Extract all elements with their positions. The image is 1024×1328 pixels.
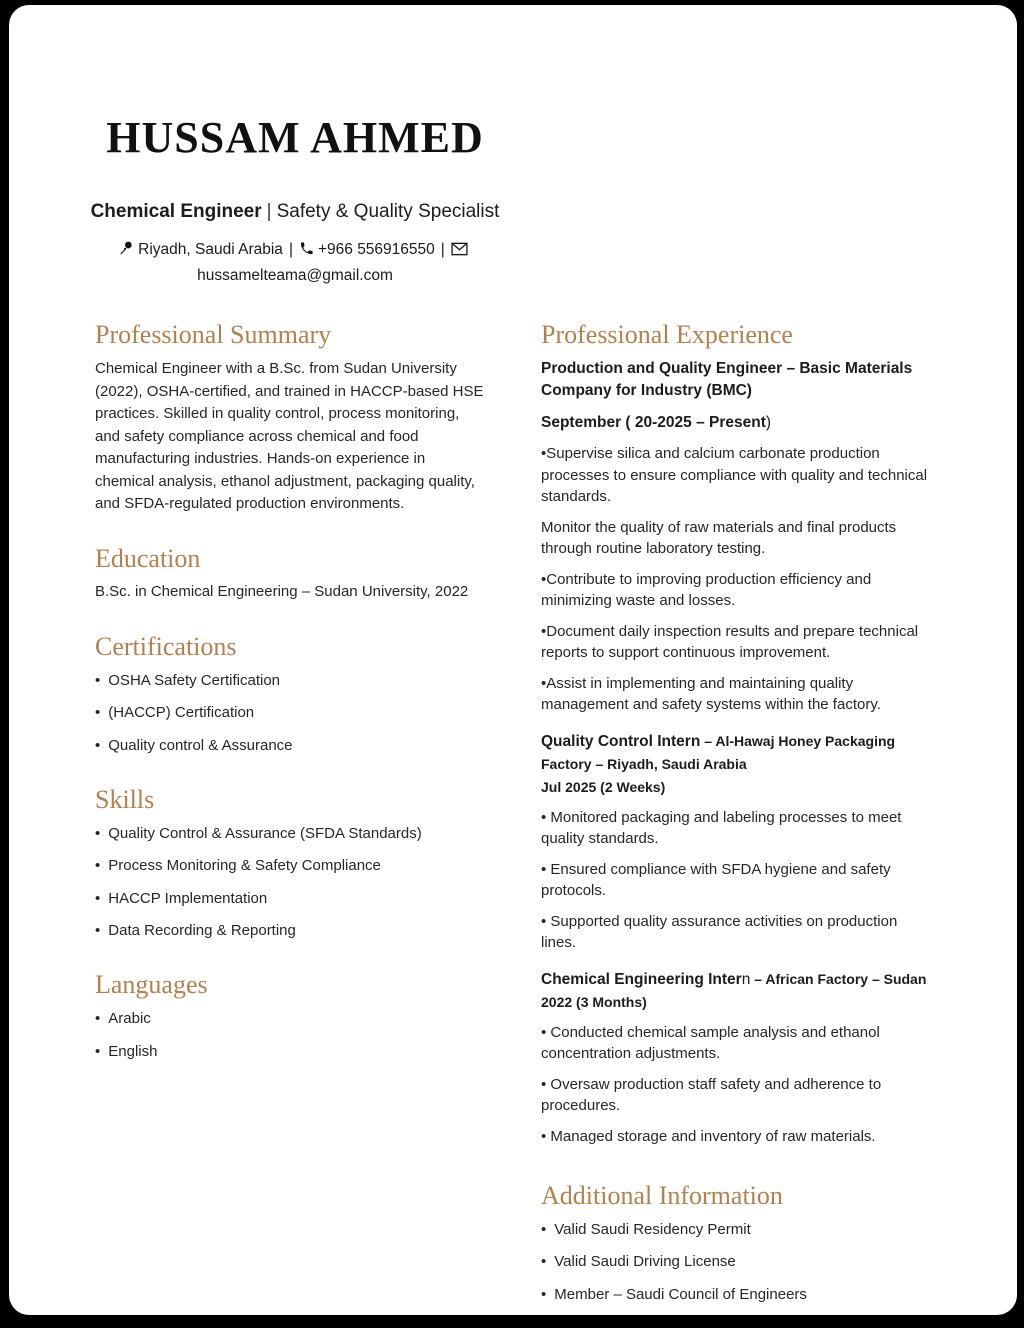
list-item: • OSHA Safety Certification (95, 670, 485, 692)
experience-bullet: •Contribute to improving production efficiency and minimizing waste and losses. (541, 570, 872, 610)
job-bullets (541, 807, 931, 954)
job-title-line (89, 201, 501, 223)
list-item: • Process Monitoring & Safety Compliance (95, 855, 485, 877)
experience-bullet: • Managed storage and inventory of raw materials. (541, 1127, 876, 1145)
phone-text: +966 556916550 (317, 241, 435, 259)
list-item: • Valid Saudi Residency Permit (541, 1219, 931, 1241)
job-bullets (541, 443, 931, 716)
section-heading: Additional Information (541, 1181, 783, 1211)
job-title (541, 730, 931, 776)
list-item: • (HACCP) Certification (95, 702, 485, 724)
section-heading: Professional Summary (95, 320, 332, 350)
section-professional-summary (95, 320, 485, 515)
candidate-name: HUSSAM AHMED (106, 113, 484, 162)
header (89, 115, 501, 288)
email-text: hussamelteama@gmail.com (197, 267, 393, 285)
certifications-list (95, 670, 485, 757)
section-languages (95, 970, 485, 1062)
list-item: • Quality Control & Assurance (SFDA Standards) (95, 823, 485, 845)
job-bullets (541, 1022, 931, 1148)
list-item: • English (95, 1041, 485, 1063)
job-title-main: Chemical Engineering Inter (541, 970, 742, 988)
job-title-rest: – African Factory – Sudan (750, 970, 927, 987)
experience-bullet: • Supported quality assurance activities on production lines. (541, 912, 898, 952)
job-title-rest: – Al-Hawaj Honey Packaging Factory – Riyadh, Saudi Arabia (541, 732, 896, 772)
left-column (95, 320, 485, 1316)
section-heading: Skills (95, 784, 155, 814)
list-item: • Quality control & Assurance (95, 735, 485, 757)
job-title-main: Quality Control Intern (541, 732, 701, 750)
job-date: Jul 2025 (2 Weeks) (541, 778, 666, 795)
secondary-title: Safety & Quality Specialist (276, 201, 500, 223)
contact-block (89, 238, 501, 288)
right-column (541, 320, 931, 1316)
contact-line (89, 238, 501, 264)
job-date-bold: September ( 20-2025 – Present (541, 414, 766, 432)
experience-bullet: •Supervise silica and calcium carbonate production processes to ensure compliance with quality and technical standards. (541, 445, 928, 506)
experience-bullet: • Conducted chemical sample analysis and ethanol concentration adjustments. (541, 1023, 880, 1063)
experience-bullet: • Monitored packaging and labeling processes to meet quality standards. (541, 808, 902, 848)
section-education (95, 544, 485, 604)
section-certifications (95, 632, 485, 757)
list-item: • Member – Saudi Council of Engineers (541, 1284, 931, 1306)
education-text: B.Sc. in Chemical Engineering – Sudan University, 2022 (95, 583, 469, 601)
experience-bullet: •Assist in implementing and maintaining quality management and safety systems within the factory. (541, 674, 881, 714)
experience-bullet: • Oversaw production staff safety and adherence to procedures. (541, 1075, 882, 1115)
job-title (541, 968, 931, 991)
job-date: 2022 (3 Months) (541, 993, 647, 1010)
title-separator: | (266, 201, 272, 223)
job-title: Production and Quality Engineer – Basic Materials Company for Industry (BMC) (541, 360, 913, 400)
job-date (541, 412, 931, 434)
location-text: Riyadh, Saudi Arabia (138, 241, 283, 259)
contact-separator: | (288, 241, 293, 259)
section-professional-experience (541, 320, 931, 1147)
job-date-tail: ) (765, 414, 772, 432)
section-heading: Certifications (95, 631, 237, 661)
resume-page (9, 5, 1017, 1315)
envelope-icon (451, 240, 468, 264)
experience-bullet: Monitor the quality of raw materials and final products through routine laboratory testing. (541, 518, 897, 558)
section-heading: Education (95, 543, 201, 573)
summary-text: Chemical Engineer with a B.Sc. from Sudan University (2022), OSHA-certified, and trained in HACCP-based HSE practices. Skilled in quality control, process monitoring, and safety compliance across chemical and food manufacturing industries. Hands-on experience in chemical analysis, ethanol adjustment, packaging quality, and SFDA-regulated production environments. (95, 360, 484, 513)
experience-bullet: • Ensured compliance with SFDA hygiene and safety protocols. (541, 860, 891, 900)
experience-entry (541, 358, 931, 716)
contact-separator: | (440, 241, 445, 259)
list-item: • Valid Saudi Driving License (541, 1251, 931, 1273)
section-heading: Languages (95, 970, 208, 1000)
section-additional-information (541, 1181, 931, 1306)
list-item: • Data Recording & Reporting (95, 920, 485, 942)
languages-list (95, 1008, 485, 1063)
experience-entry (541, 968, 931, 1148)
primary-title: Chemical Engineer (90, 201, 262, 223)
content-columns (95, 320, 931, 1316)
experience-bullet: •Document daily inspection results and prepare technical reports to support continuous improvement. (541, 622, 919, 662)
list-item: • HACCP Implementation (95, 888, 485, 910)
job-title-light: n (741, 970, 751, 988)
list-item: • Arabic (95, 1008, 485, 1030)
experience-entry (541, 730, 931, 954)
section-skills (95, 785, 485, 942)
section-heading: Professional Experience (541, 320, 793, 350)
phone-handset-icon (299, 240, 314, 264)
skills-list (95, 823, 485, 943)
additional-list (541, 1219, 931, 1306)
pushpin-icon (118, 240, 134, 264)
